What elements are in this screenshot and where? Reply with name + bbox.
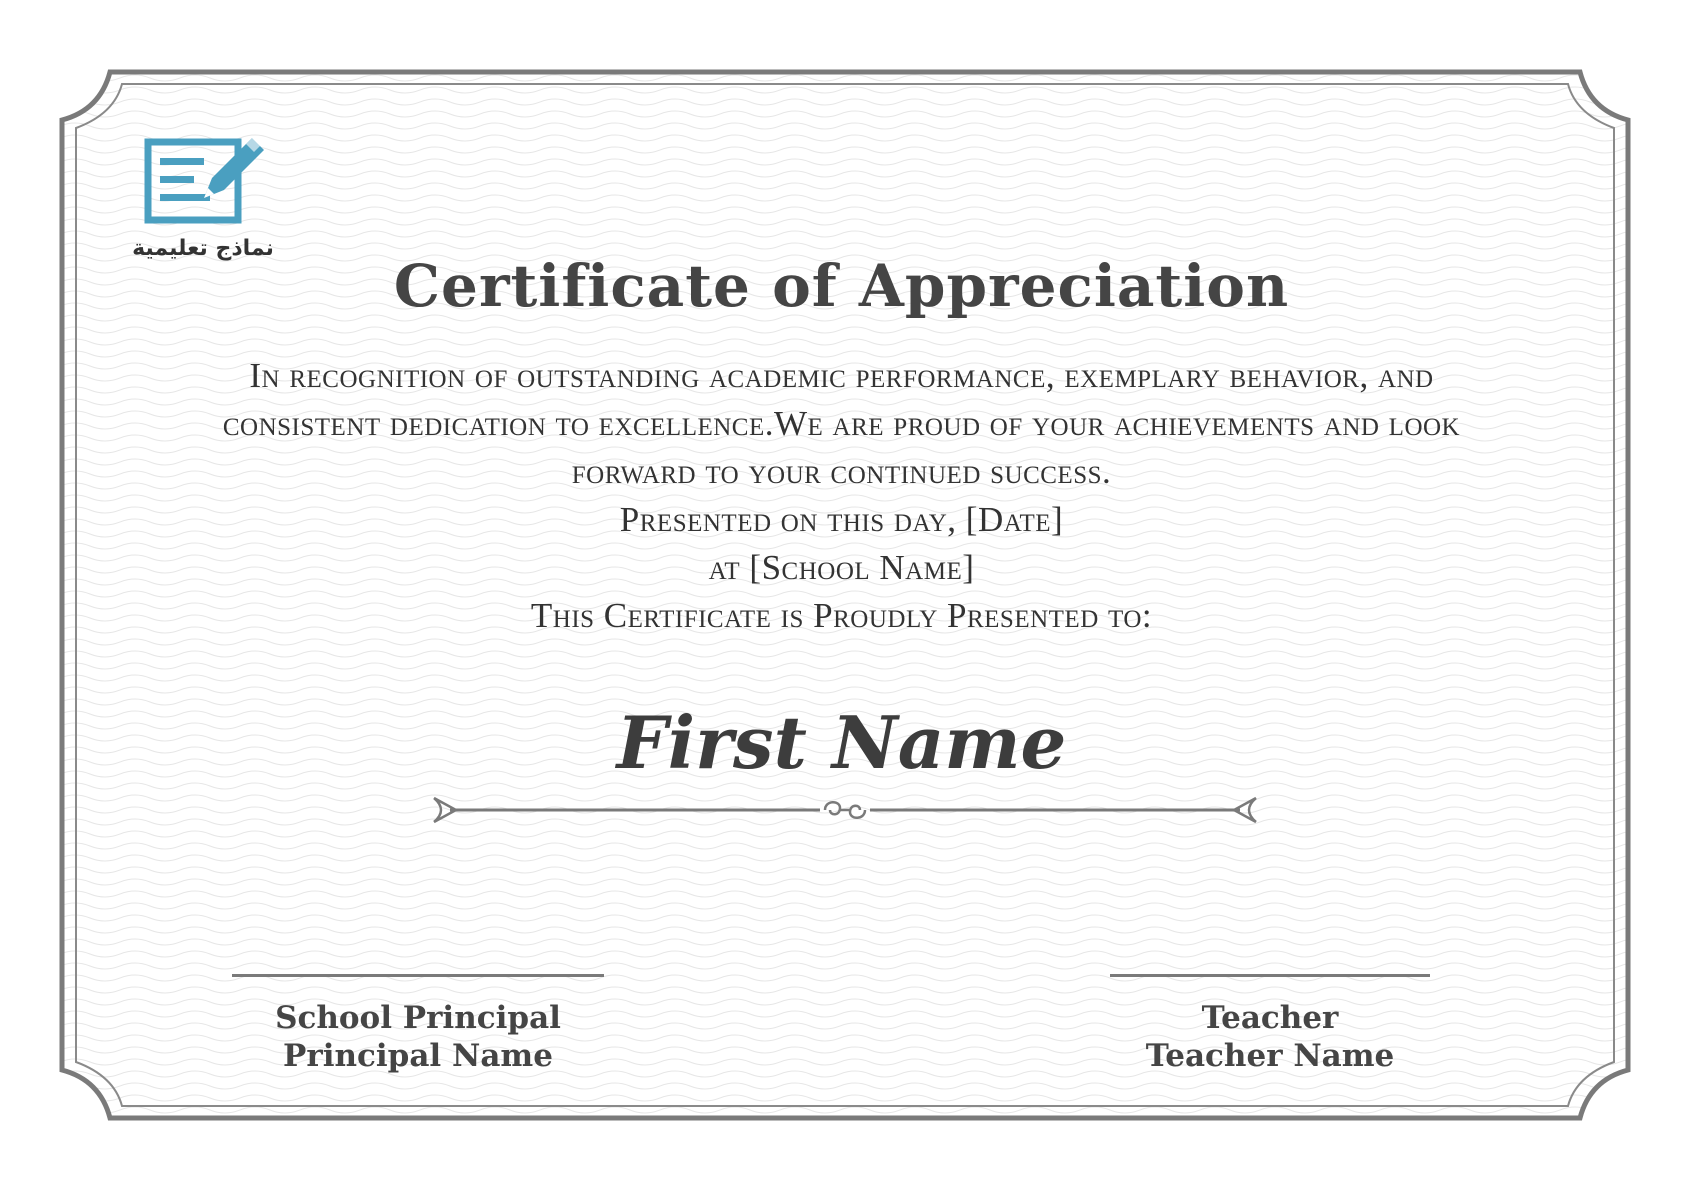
signature-principal xyxy=(232,974,604,1075)
body-line-date: Presented on this day, [Date] xyxy=(619,500,1064,539)
body-line-presented-to: This Certificate is Proudly Presented to: xyxy=(530,596,1153,635)
body-line-recognition-2: consistent dedication to excellence.We are proud of your achievements and look xyxy=(222,404,1461,443)
principal-role: School Principal xyxy=(275,1000,561,1036)
signature-line-teacher xyxy=(1110,974,1430,977)
principal-name: Principal Name xyxy=(283,1038,553,1074)
body-line-recognition-1: In recognition of outstanding academic performance, exemplary behavior, and xyxy=(249,356,1434,395)
body-line-school: at [School Name] xyxy=(708,548,975,587)
body-line-recognition-3: forward to your continued success. xyxy=(571,452,1112,491)
certificate-title: Certificate of Appreciation xyxy=(393,252,1290,320)
teacher-role: Teacher xyxy=(1201,1000,1339,1036)
pencil-form-icon xyxy=(142,128,264,228)
teacher-name: Teacher Name xyxy=(1145,1038,1395,1074)
logo-text: نماذج تعليمية xyxy=(132,236,274,261)
signature-line-principal xyxy=(232,974,604,977)
recipient-name: First Name xyxy=(616,700,1067,785)
certificate-body xyxy=(180,352,1503,640)
flourish-divider xyxy=(430,790,1260,830)
signature-teacher xyxy=(1110,974,1430,1075)
